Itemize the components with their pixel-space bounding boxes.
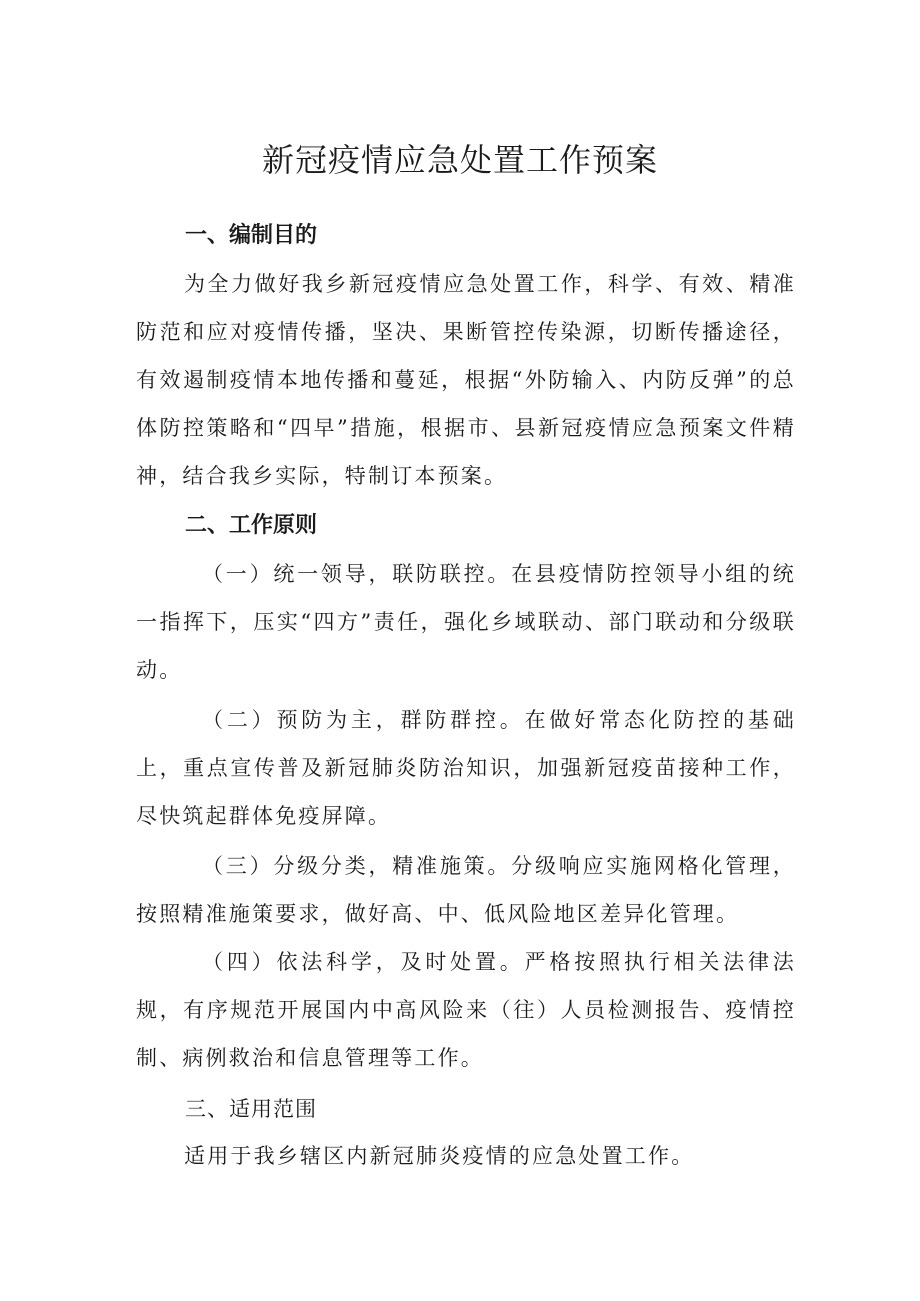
section-heading-purpose: 一、编制目的	[185, 223, 318, 248]
document-title: 新冠疫情应急处置工作预案	[261, 141, 658, 179]
paragraph-scope: 适用于我乡辖区内新冠肺炎疫情的应急处置工作。	[184, 1144, 695, 1168]
paragraph-purpose: 为全力做好我乡新冠疫情应急处置工作，科学、有效、精准防范和应对疫情传播，坚决、果断管控传染源，切断传播途径，有效遏制疫情本地传播和蔓延，根据“外防输入、内防反弹”的总体防控策略和“四早”措施，根据市、县新冠疫情应急预案文件精神，结合我乡实际，特制订本预案。	[136, 272, 796, 488]
principle-item-4: （四）依法科学，及时处置。严格按照执行相关法律法规，有序规范开展国内中高风险来（往）人员检测报告、疫情控制、病例救治和信息管理等工作。	[136, 950, 796, 1070]
principle-item-2: （二）预防为主，群防群控。在做好常态化防控的基础上，重点宣传普及新冠肺炎防治知识，加强新冠疫苗接种工作，尽快筑起群体免疫屏障。	[136, 708, 796, 828]
principle-item-1: （一）统一领导，联防联控。在县疫情防控领导小组的统一指挥下，压实“四方”责任，强化乡域联动、部门联动和分级联动。	[136, 562, 796, 682]
principle-item-3: （三）分级分类，精准施策。分级响应实施网格化管理，按照精准施策要求，做好高、中、低风险地区差异化管理。	[136, 854, 796, 926]
section-heading-principles: 二、工作原则	[185, 513, 318, 538]
section-heading-scope: 三、适用范围	[185, 1097, 317, 1121]
